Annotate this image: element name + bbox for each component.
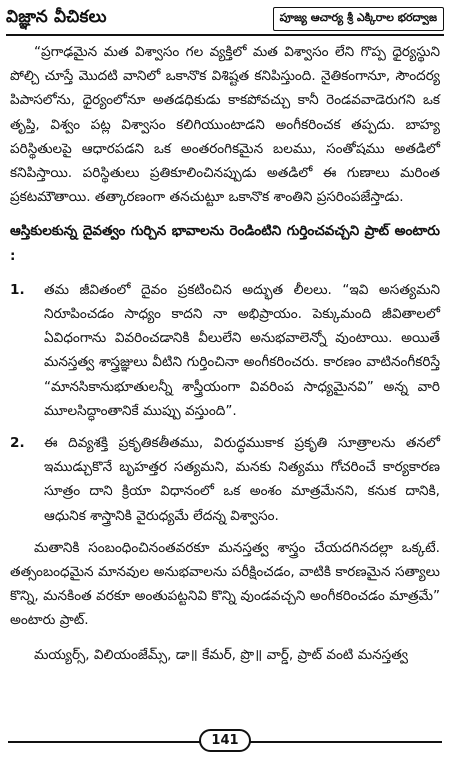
page-content bbox=[10, 40, 440, 718]
intro-paragraph: ఆస్తికులకున్న దైవత్వం గుర్చిన భావాలను రెండింటిని గుర్తించవచ్చని ప్రాట్ అంటారు : bbox=[10, 223, 440, 264]
list-item bbox=[10, 278, 440, 423]
page-number: 141 bbox=[199, 729, 250, 752]
list-item bbox=[10, 431, 440, 528]
list-text: ఈ దివ్యశక్తి ప్రకృతికతీతము, విరుద్ధముకాక ప్రకృతి సూత్రాలను తనలో ఇముడ్చుకొనే బృహత్తర సత్యమని, మనకు నిత్యము గోచరించే కార్యకారణ సూత్రం దాని క్రియా విధానంలో ఒక అంశం మాత్రమేనని, కనుక దానికి, ఆధునిక శాస్త్రానికి వైరుధ్యమే లేదన్న విశ్వాసం. bbox=[44, 435, 440, 524]
summary-paragraph: మతానికి సంబంధించినంతవరకూ మనస్తత్వ శాస్త్రం చేయదగినదల్లా ఒక్కటే. తత్సంబంధమైన మానవుల అనుభవాలను పరీక్షించడం, వాటికి కారణమైన సత్యాలు కొన్ని, మనకింత వరకూ అంతుపట్టనివి కొన్ని వుండవచ్చని అంగీకరించడం మాత్రమే” అంటారు ప్రాట్. bbox=[10, 539, 440, 629]
list-text: తమ జీవితంలో దైవం ప్రకటించిన అద్భుత లీలలు. “ఇవి అసత్యమని నిరూపించడం సాధ్యం కాదని నా అభిప్రాయం. పెక్కుమంది జీవితాలలో ఏవిధంగాను వివరించడానికి వీలులేని అనుభవాలెన్నో వుంటాయి. అయితే మనస్తత్వ శాస్త్రజ్ఞులు వీటిని గుర్తించినా అంగీకరించరు. కారణం వాటినంగీకరిస్తే “మానసికానుభూతులన్నీ శాస్త్రీయంగా వివరింప సాధ్యమైనవి” అన్న వారి మూలసిద్ధాంతానికే ముప్పు వస్తుంది”. bbox=[44, 281, 440, 419]
author-box: పూజ్య ఆచార్య శ్రీ ఎక్కిరాల భరద్వాజ bbox=[273, 7, 444, 31]
continuation-paragraph: మయ్యర్స్, విలియంజేమ్స్, డా॥ కేమర్, ప్రొ॥ వార్డ్, ప్రాట్ వంటి మనస్తత్వ bbox=[34, 646, 408, 663]
list-number: 2. bbox=[10, 435, 25, 452]
list-number: 1. bbox=[10, 281, 25, 298]
quote-paragraph: “ప్రగాఢమైన మత విశ్వాసం గల వ్యక్తిలో మత విశ్వాసం లేని గొప్ప ధైర్యస్థుని పోల్చి చూస్తే మొదటి వానిలో ఒకానొక విశిష్టత కనిపిస్తుంది. నైతికంగానూ, సౌందర్య పిపాసలోను, ధైర్యంలోనూ అతడధికుడు కాకపోవచ్చు కానీ రెండవవాడెరుగని ఒక తృప్తి, విశ్వం పట్ల విశ్వాసం కలిగియుంటాడని అంగీకరించక తప్పదు. బాహ్య పరిస్థితులపై ఆధారపడని ఒక అంతరంగికమైన బలము, సంతోషము అతడిలో కనిపిస్తాయి. పరిస్థితులు ప్రతికూలించినప్పుడు అతడిలో ఈ గుణాలు మరింత ప్రకటమౌతాయి. తత్కారణంగా తనచుట్టూ ఒకానొక శాంతిని ప్రసరింపజేస్తాడు. bbox=[10, 44, 440, 206]
book-title: విజ్ఞాన వీచికలు bbox=[6, 7, 107, 27]
page-header bbox=[6, 4, 444, 36]
page-footer bbox=[0, 729, 450, 752]
